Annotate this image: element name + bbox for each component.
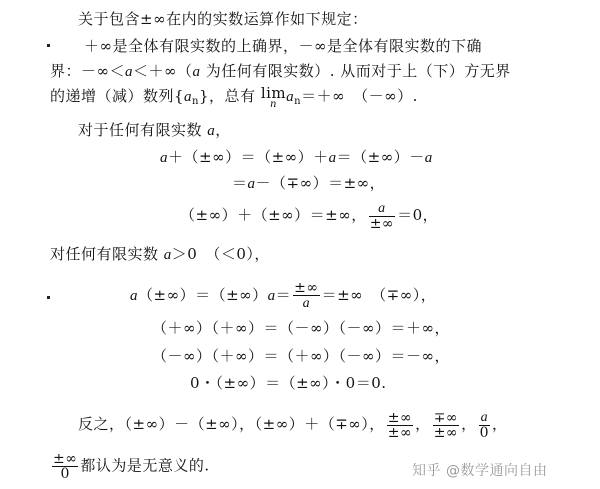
formula-line-5: （＋∞）（＋∞）＝（－∞）（－∞）＝＋∞， (152, 319, 450, 337)
fraction-inf-over-inf: $\frac{\pm\infty}{\pm\infty}$ (387, 409, 413, 441)
formula-line-3: （±∞）＋（±∞）＝±∞， $\frac{a}{\pm\infty}$ ＝0， (180, 201, 439, 232)
scan-dot (47, 296, 50, 299)
scan-dot (47, 44, 50, 47)
formula-line-2: ＝a－（∓∞）＝±∞， (232, 174, 386, 192)
fraction-inf-over-a: $\frac{\pm\infty}{a}$ (294, 280, 319, 311)
text-line-1: 关于包含±∞在内的实数运算作如下规定： (78, 10, 368, 28)
formula-line-7: 0・（±∞）＝（±∞）・0＝0. (190, 374, 387, 392)
formula-line-1: a＋（±∞）＝（±∞）＋a＝（±∞）－a (160, 148, 433, 166)
text-line-8: $\frac{\pm\infty}{0}$ 都认为是无意义的. (53, 451, 210, 482)
fraction-inf-over-zero: $\frac{\pm\infty}{0}$ (53, 451, 78, 482)
text-line-7: 反之，（±∞）－（±∞），（±∞）＋（∓∞）， $\frac{\pm\infty}{\pm\infty}$ ， $\frac{\mp\infty}{\pm\infty}$ ， $\frac{a}{0}$ ， (78, 409, 508, 441)
text-line-5: 对于任何有限实数 a， (78, 121, 231, 139)
text-line-3: 界：－∞＜a＜＋∞（a 为任何有限实数）. 从而对于上（下）方无界 (50, 62, 511, 80)
watermark: 知乎 @数学通向自由 (412, 463, 548, 479)
text-line-2: ＋∞是全体有限实数的上确界，－∞是全体有限实数的下确 (84, 37, 482, 55)
fraction-mpinf-over-inf: $\frac{\mp\infty}{\pm\infty}$ (433, 409, 459, 441)
text-line-6: 对任何有限实数 a＞0 （＜0）， (50, 245, 270, 263)
formula-line-6: （－∞）（＋∞）＝（＋∞）（－∞）＝－∞， (152, 347, 450, 365)
fraction-a-over-inf: $\frac{a}{\pm\infty}$ (369, 201, 395, 232)
formula-line-4: a（±∞）＝（±∞）a＝ $\frac{\pm\infty}{a}$ ＝±∞ （∓∞）， (130, 280, 437, 311)
limit-operator: lim n (260, 84, 287, 110)
fraction-a-over-zero: $\frac{a}{0}$ (479, 410, 490, 441)
text-line-4: 的递增（减）数列$\{a_n\}$，总有 lim n $a_n=+\infty$ （－∞）. (50, 84, 418, 110)
